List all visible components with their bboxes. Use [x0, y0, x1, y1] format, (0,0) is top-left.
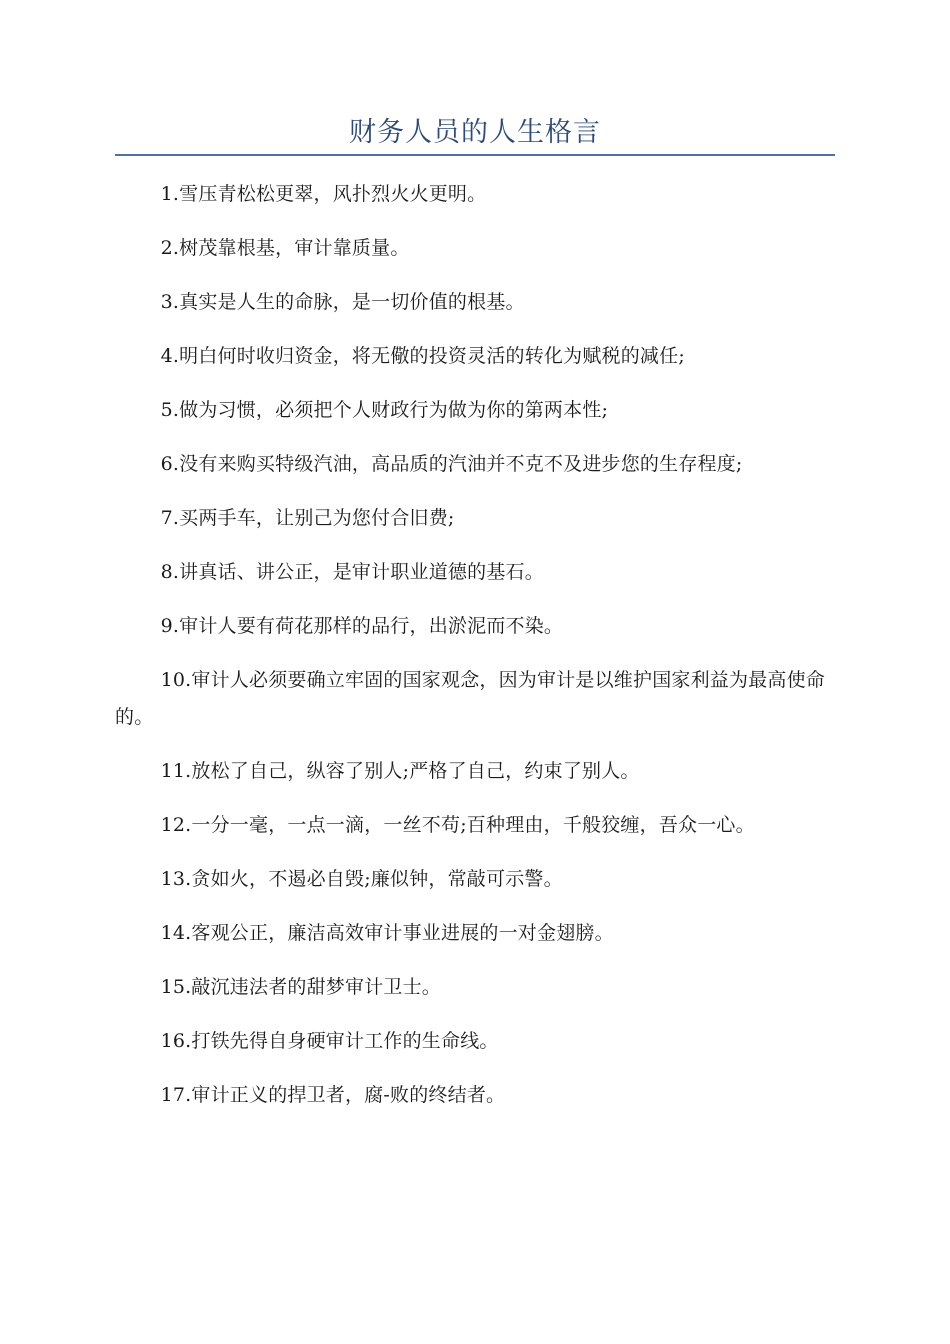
- paragraph-16: 16.打铁先得自身硬审计工作的生命线。: [160, 1030, 499, 1052]
- paragraph-4: 4.明白何时收归资金，将无儆的投资灵活的转化为赋税的减任;: [160, 345, 685, 367]
- paragraph-8: 8.讲真话、讲公正，是审计职业道德的基石。: [160, 561, 544, 583]
- paragraph-11: 11.放松了自己，纵容了别人;严格了自己，约束了别人。: [160, 760, 640, 782]
- paragraph-15: 15.敲沉违法者的甜梦审计卫士。: [160, 976, 442, 998]
- paragraph-12: 12.一分一毫，一点一滴，一丝不苟;百种理由，千般狡缠，吾众一心。: [160, 814, 755, 836]
- title-underline: [115, 154, 835, 156]
- paragraph-10: 10.审计人必须要确立牢固的国家观念，因为审计是以维护国家利益为最高使命的。: [115, 669, 826, 728]
- document-body: [115, 176, 835, 1131]
- paragraph-17: 17.审计正义的捍卫者，腐-败的终结者。: [160, 1084, 506, 1106]
- paragraph-2: 2.树茂靠根基，审计靠质量。: [160, 237, 410, 259]
- paragraph-13: 13.贪如火，不遏必自毁;廉似钟，常敲可示警。: [160, 868, 563, 890]
- paragraph-7: 7.买两手车，让别己为您付合旧费;: [160, 507, 455, 529]
- paragraph-5: 5.做为习惯，必须把个人财政行为做为你的第两本性;: [160, 399, 609, 421]
- document-title: 财务人员的人生格言: [349, 117, 601, 148]
- paragraph-14: 14.客观公正，廉洁高效审计事业进展的一对金翅膀。: [160, 922, 614, 944]
- paragraph-9: 9.审计人要有荷花那样的品行，出淤泥而不染。: [160, 615, 564, 637]
- paragraph-1: 1.雪压青松松更翠，风扑烈火火更明。: [160, 183, 487, 205]
- paragraph-6: 6.没有来购买特级汽油，高品质的汽油并不克不及进步您的生存程度;: [160, 453, 743, 475]
- paragraph-3: 3.真实是人生的命脉，是一切价值的根基。: [160, 291, 525, 313]
